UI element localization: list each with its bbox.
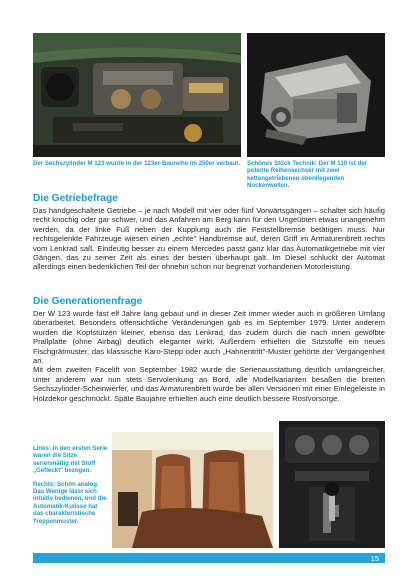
paragraph: Mit dem zweiten Facelift von September 1982 wurde die Serienausstattung deutlich umfangreicher, unter anderem war nun stets Servolenkung an Bord, alle Modellvarianten besaßen die breiten Sechszylinder-Scheinwerfer, und das Armaturenbrett wurde bei allen Versionen mit einer Einlegeleiste in Holzdekor geschmückt. Späte Baujahre erhielten auch eine deutlich bessere Rostvorsorge. [33, 365, 385, 403]
engine-m123-caption: Der Sechszylinder M 123 wurde in der 123er-Baureihe im 250er verbaut. [33, 160, 240, 167]
footer-bar [33, 553, 385, 563]
side-captions [33, 445, 109, 531]
engine-m110-photo [247, 33, 385, 157]
engine-m110-caption: Schönes Stück Technik: Der M 110 ist der potente Reihensechser mit zwei kettengetriebenen obenliegenden Nockenwellen. [247, 160, 368, 190]
seats-photo [112, 432, 273, 548]
section-heading-getriebefrage: Die Getriebefrage [33, 193, 118, 204]
paragraph: Der W 123 wurde fast elf Jahre lang gebaut und in dieser Zeit immer wieder auch in größeren Umfang überarbeitet. Besonders offensichtliche Veränderungen gab es im September 1979. Unter anderem wurden die Kopfstützen kleiner, ebenso das Lenkrad, das zudem durch die nach innen gewölbte Prallplatte (ohne Airbag) deutlich eleganter wirkt. Außerdem erhielten die Sitzstoffe ein neues Fischgrätmuster, das klassische Karo-Stepp oder auch „Hahnentritt"-Muster gehörte der Vergangenheit an. [33, 309, 385, 366]
gear-shifter-photo [279, 421, 385, 548]
page-number: 15 [370, 553, 379, 563]
section-body-generationenfrage [33, 309, 385, 403]
left-photo-caption: Links: In den ersten Serie waren die Sitze serienmäßig mit Stoff „Gefleckt" bezogen. [33, 445, 108, 475]
paragraph: Das handgeschaltete Getriebe – je nach Modell mit vier oder fünf Vorwärtsgängen – schaltet sich häufig recht knochig oder gar schwer, und das Anfahren am Berg kann für den Ungeübten etwas unangenehm werden, da der linke Fuß neben der Kupplung auch die Feststellbremse betätigen muss. Nur rechtsgelenkte Fahrzeuge wiesen einen „echte" Handbremse auf, deren Griff im Armaturenbrett rechts vom Lenkrad saß. Eindeutig besser zu einem Mercedes passt ganz klar das Automatikgetriebe mit vier Gängen, das zu seiner Zeit als eines der besten überhaupt galt. Im Diesel schluckt der Automat allerdings einen bedenklichen Teil der ohnehin schon nur begrenzt vorhandenen Motorleistung. [33, 206, 385, 272]
engine-m123-photo [33, 33, 241, 157]
right-photo-caption: Rechts: Schön analog: Das Wenige lässt sich intuitiv bedienen, und die Automatik-Kulisse hat das charakteristische Treppenmuster. [33, 480, 107, 525]
section-body-getriebefrage [33, 206, 385, 272]
section-heading-generationenfrage: Die Generationenfrage [33, 296, 143, 307]
